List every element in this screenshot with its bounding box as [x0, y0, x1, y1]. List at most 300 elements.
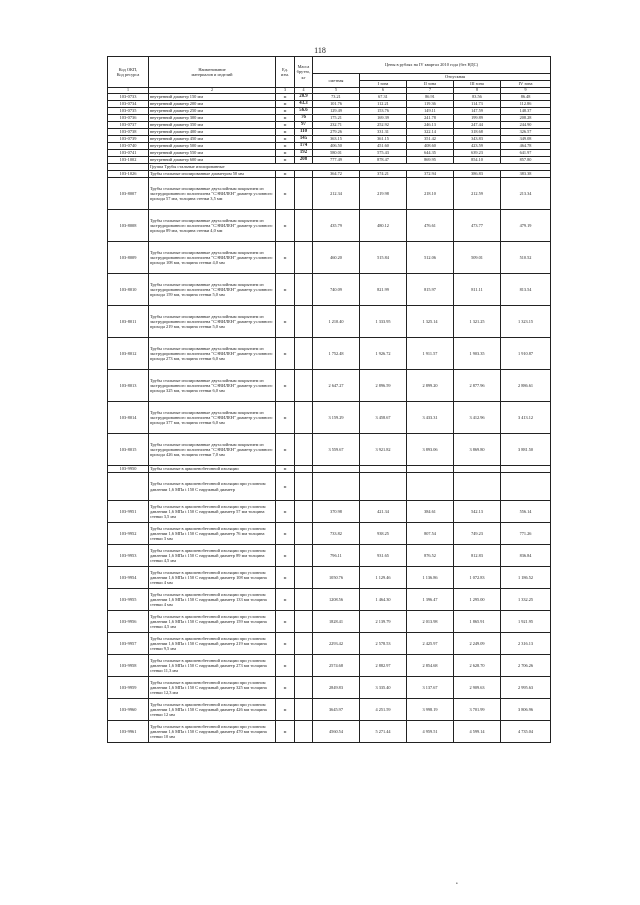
mass-cell: 43.3 — [295, 101, 313, 108]
zone-price-4: 479.19 — [501, 210, 551, 242]
material-name: Трубы стальные в армопенобетонной изоляции при условном давлении 1,6 МПа t 150 С наружный диаметр 273 мм толщина стенки 11,3 мм — [149, 655, 276, 677]
material-name: Трубы стальные изолированные двухслойным покрытием из экструдированного полиэтилена "СЭВИЛЕН" диаметр условного прохода 377 мм, толщина стенки 6,0 мм — [149, 402, 276, 434]
table-body — [108, 57, 551, 743]
empty-cell — [360, 466, 407, 473]
material-name: Трубы стальные изолированные двухслойным покрытием из экструдированного полиэтилена "СЭВИЛЕН" диаметр условного прохода 89 мм, толщина стенки 4,0 мм — [149, 210, 276, 242]
unit-cell: м — [276, 242, 295, 274]
table-row — [108, 545, 551, 567]
estimate-price: 1 210.40 — [313, 306, 360, 338]
zone-price-4: 1 323.15 — [501, 306, 551, 338]
material-name: Трубы стальные изолированные двухслойным покрытием из экструдированного полиэтилена "СЭВИЛЕН" диаметр условного прохода 159 мм, толщина стенки 5,0 мм — [149, 274, 276, 306]
material-name: Трубы стальные изолированные двухслойным покрытием из экструдированного полиэтилена "СЭВИЛЕН" диаметр условного прохода 219 мм, толщина стенки 5,0 мм — [149, 306, 276, 338]
zone-price-4: 510.52 — [501, 242, 551, 274]
mass-cell: 56.6 — [295, 108, 313, 115]
empty-cell — [501, 466, 551, 473]
unit-cell: м — [276, 567, 295, 589]
material-name: Трубы стальные в армопенобетонной изоляции при условном давлении 1,6 МПа t 150 С наружный диаметр 133 мм толщина стенки 4 мм — [149, 589, 276, 611]
estimate-price: 435.79 — [313, 210, 360, 242]
zone-price-1: 931.65 — [360, 545, 407, 567]
header-zone-1: I зона — [360, 81, 407, 88]
zone-price-4: 813.54 — [501, 274, 551, 306]
material-name: внутренний диаметр 600 мм — [149, 157, 276, 164]
header-code-label: Код ОКП, — [118, 66, 138, 72]
header-zone-2: II зона — [407, 81, 454, 88]
unit-cell: м — [276, 171, 295, 178]
column-number: 9 — [501, 88, 551, 94]
table-row — [108, 136, 551, 143]
header-code — [108, 57, 149, 88]
header-mass-line2: брутто, — [296, 69, 311, 75]
header-zone-4: IV зона — [501, 81, 551, 88]
mass-cell: 110 — [295, 129, 313, 136]
header-zone-3: III зона — [454, 81, 501, 88]
table-row — [108, 274, 551, 306]
group-row — [108, 466, 551, 473]
table-row — [108, 633, 551, 655]
empty-cell — [313, 466, 360, 473]
zone-price-1: 2 139.79 — [360, 611, 407, 633]
zone-price-2: 807.54 — [407, 523, 454, 545]
material-name: Трубы стальные в армопенобетонной изоляции при условном давлении 1,6 МПа t 150 С наружный диаметр 108 мм толщина стенки 4 мм — [149, 567, 276, 589]
resource-code: 103-8011 — [108, 306, 149, 338]
zone-price-4: 4 735.04 — [501, 721, 551, 743]
resource-code: 103-9955 — [108, 589, 149, 611]
resource-code: 103-9951 — [108, 501, 149, 523]
unit-cell: м — [276, 721, 295, 743]
zone-price-1: 67.31 — [360, 94, 407, 101]
table-row — [108, 611, 551, 633]
zone-price-3: 147.59 — [454, 108, 501, 115]
zone-price-3: 423.59 — [454, 143, 501, 150]
zone-price-2: 869.95 — [407, 157, 454, 164]
mass-cell: 192 — [295, 150, 313, 157]
header-price-title: Цены в рублях на IV квартал 2010 года (без НДС) — [313, 57, 551, 74]
unit-cell: м — [276, 157, 295, 164]
material-name: внутренний диаметр 250 мм — [149, 108, 276, 115]
estimate-price: 406.50 — [313, 143, 360, 150]
zone-price-3: 639.23 — [454, 150, 501, 157]
zone-price-3: 749.23 — [454, 523, 501, 545]
zone-price-1: 2 896.59 — [360, 370, 407, 402]
zone-price-4: 3 806.96 — [501, 699, 551, 721]
material-name: Трубы стальные в армопенобетонной изоляции при условном давлении 1,6 МПа t 150 С наружный диаметр 325 мм толщина стенки 12,3 мм — [149, 677, 276, 699]
mass-cell: 20.9 — [295, 94, 313, 101]
material-name: Трубы стальные в армопенобетонной изоляции при условном давлении 1,6 МПа t 150 С наружный диаметр 426 мм толщина стенки 12 мм — [149, 699, 276, 721]
table-row — [108, 306, 551, 338]
material-name: внутренний диаметр 450 мм — [149, 136, 276, 143]
zone-price-1: 4 251.59 — [360, 699, 407, 721]
header-row-1 — [108, 57, 551, 74]
unit-cell: м — [276, 677, 295, 699]
zone-price-4: 2 706.26 — [501, 655, 551, 677]
zone-price-4: 641.97 — [501, 150, 551, 157]
resource-code: 103-0738 — [108, 129, 149, 136]
unit-cell: м — [276, 466, 295, 473]
resource-code: 103-0733 — [108, 94, 149, 101]
zone-price-3: 2 249.09 — [454, 633, 501, 655]
mass-cell — [295, 402, 313, 434]
zone-price-3: 1 865.91 — [454, 611, 501, 633]
zone-price-1: 3 335.40 — [360, 677, 407, 699]
zone-price-1: 1 926.72 — [360, 338, 407, 370]
resource-code: 103-1002 — [108, 157, 149, 164]
table-row — [108, 338, 551, 370]
resource-code: 103-8008 — [108, 210, 149, 242]
zone-price-3: 1 321.25 — [454, 306, 501, 338]
zone-price-1: 361.15 — [360, 136, 407, 143]
estimate-price: 232.71 — [313, 122, 360, 129]
unit-cell: м — [276, 473, 295, 501]
unit-cell: м — [276, 115, 295, 122]
zone-price-1: 421.34 — [360, 501, 407, 523]
zone-price-3: 2 909.63 — [454, 677, 501, 699]
zone-price-1: 2 578.53 — [360, 633, 407, 655]
unit-cell: м — [276, 306, 295, 338]
estimate-price: 3 159.29 — [313, 402, 360, 434]
zone-price-2: 149.11 — [407, 108, 454, 115]
header-name-line1: Наименование — [198, 66, 226, 72]
table-row — [108, 242, 551, 274]
material-name: Трубы стальные изолированные двухслойным покрытием из экструдированного полиэтилена "СЭВИЛЕН" диаметр условного прохода 325 мм, толщина стенки 6,0 мм — [149, 370, 276, 402]
resource-code: 103-8015 — [108, 434, 149, 466]
zone-price-1: 331.31 — [360, 129, 407, 136]
mass-cell — [295, 370, 313, 402]
table-row — [108, 567, 551, 589]
zone-price-3: 199.89 — [454, 115, 501, 122]
group-title: Трубы стальные в армопенобетонной изоляции — [149, 466, 276, 473]
resource-code: 103-9957 — [108, 633, 149, 655]
unit-cell: м — [276, 589, 295, 611]
estimate-price: 796.11 — [313, 545, 360, 567]
estimate-price: 3 559.67 — [313, 434, 360, 466]
table-row — [108, 434, 551, 466]
material-name: Трубы стальные в армопенобетонной изоляции при условном давлении 1,6 МПа t 150 С наружный диаметр 57 мм толщина стенки 3,5 мм — [149, 501, 276, 523]
estimate-price: 101.76 — [313, 101, 360, 108]
table-row — [108, 129, 551, 136]
zone-price-3: 509.01 — [454, 242, 501, 274]
unit-cell: м — [276, 523, 295, 545]
table-row — [108, 523, 551, 545]
resource-code: 103-9952 — [108, 523, 149, 545]
mass-cell — [295, 171, 313, 178]
material-name: Трубы стальные в армопенобетонной изоляции при условном давлении 1,6 МПа t 150 С наружный диаметр 219 мм толщина стенки 9,5 мм — [149, 633, 276, 655]
unit-cell: м — [276, 210, 295, 242]
table-row — [108, 122, 551, 129]
column-number: 3 — [276, 88, 295, 94]
material-name: внутренний диаметр 150 мм — [149, 94, 276, 101]
header-unit — [276, 57, 295, 88]
mass-cell — [295, 523, 313, 545]
resource-code: 103-9958 — [108, 655, 149, 677]
zone-price-2: 512.06 — [407, 242, 454, 274]
empty-cell — [407, 466, 454, 473]
zone-price-2: 2 899.20 — [407, 370, 454, 402]
zone-price-3: 2 877.96 — [454, 370, 501, 402]
resource-code: 103-8013 — [108, 370, 149, 402]
unit-cell: м — [276, 370, 295, 402]
material-name: внутренний диаметр 500 мм — [149, 143, 276, 150]
mass-cell — [295, 434, 313, 466]
zone-price-4: 836.84 — [501, 545, 551, 567]
table-row — [108, 473, 551, 501]
zone-price-3: 114.73 — [454, 101, 501, 108]
mass-cell: 145 — [295, 136, 313, 143]
mass-cell — [295, 210, 313, 242]
zone-price-3: 2 628.70 — [454, 655, 501, 677]
resource-code: 103-9960 — [108, 699, 149, 721]
material-name: Трубы стальные изолированные двухслойным покрытием из экструдированного полиэтилена "СЭВИЛЕН" диаметр условного прохода 57 мм, толщина стенки 3,5 мм — [149, 178, 276, 210]
zone-price-2: 4 959.51 — [407, 721, 454, 743]
table-row — [108, 210, 551, 242]
unit-cell: м — [276, 129, 295, 136]
table-row — [108, 402, 551, 434]
table-row — [108, 157, 551, 164]
unit-cell: м — [276, 434, 295, 466]
zone-price-2: 1 136.86 — [407, 567, 454, 589]
column-number: 6 — [360, 88, 407, 94]
zone-price-4: 326.57 — [501, 129, 551, 136]
zone-price-4: 208.28 — [501, 115, 551, 122]
estimate-price: 175.21 — [313, 115, 360, 122]
resource-code: 103-9961 — [108, 721, 149, 743]
mass-cell: 97 — [295, 122, 313, 129]
table-row — [108, 94, 551, 101]
zone-price-3: 473.77 — [454, 210, 501, 242]
estimate-price: 3645.97 — [313, 699, 360, 721]
material-name: внутренний диаметр 350 мм — [149, 122, 276, 129]
mass-cell — [295, 242, 313, 274]
zone-price-4: 148.37 — [501, 108, 551, 115]
empty-cell — [360, 473, 407, 501]
material-name: внутренний диаметр 200 мм — [149, 101, 276, 108]
estimate-price: 364.72 — [313, 171, 360, 178]
resource-code: 103-9954 — [108, 567, 149, 589]
mass-cell — [295, 677, 313, 699]
resource-code: 103-8007 — [108, 178, 149, 210]
mass-cell — [295, 655, 313, 677]
mass-cell — [295, 545, 313, 567]
zone-price-3: 3 412.96 — [454, 402, 501, 434]
mass-cell — [295, 306, 313, 338]
resource-code: 103-9956 — [108, 611, 149, 633]
unit-cell: м — [276, 150, 295, 157]
estimate-price: 740.09 — [313, 274, 360, 306]
resource-code — [108, 473, 149, 501]
mass-cell — [295, 611, 313, 633]
column-number: 7 — [407, 88, 454, 94]
zone-price-3: 212.59 — [454, 178, 501, 210]
zone-price-2: 119.36 — [407, 101, 454, 108]
zone-price-1: 515.84 — [360, 242, 407, 274]
resource-code: 103-0741 — [108, 150, 149, 157]
unit-cell: м — [276, 274, 295, 306]
zone-price-3: 1 295.00 — [454, 589, 501, 611]
zone-price-3: 542.13 — [454, 501, 501, 523]
mass-cell — [295, 633, 313, 655]
header-mass — [295, 57, 313, 88]
zone-price-2: 1 325.14 — [407, 306, 454, 338]
mass-cell — [295, 338, 313, 370]
header-unit-line1: Ед. — [281, 66, 288, 72]
header-release: Отпускная — [360, 74, 551, 81]
zone-price-2: 1 911.57 — [407, 338, 454, 370]
material-name: Трубы стальные в армопенобетонной изоляции при условном давлении 1,6 МПа t 150 С наружный диаметр 76 мм толщина стенки 3 мм — [149, 523, 276, 545]
zone-price-4: 771.26 — [501, 523, 551, 545]
column-number: 1 — [108, 88, 149, 94]
mass-cell — [295, 274, 313, 306]
estimate-price: 212.34 — [313, 178, 360, 210]
mass-cell — [295, 501, 313, 523]
resource-code: 103-8012 — [108, 338, 149, 370]
table-row — [108, 108, 551, 115]
estimate-price: 363.15 — [313, 136, 360, 143]
material-name: Трубы стальные изолированные двухслойным покрытием из экструдированного полиэтилена "СЭВИЛЕН" диаметр условного прохода 273 мм, толщина стенки 6,0 мм — [149, 338, 276, 370]
resource-code: 103-1026 — [108, 171, 149, 178]
estimate-price: 129.49 — [313, 108, 360, 115]
resource-code: 103-0735 — [108, 108, 149, 115]
zone-price-4: 1 910.87 — [501, 338, 551, 370]
empty-cell — [295, 473, 313, 501]
material-name: Трубы стальные в армопенобетонной изоляции при условном давлении 1,6 МПа t 150 С наружный диаметр — [149, 473, 276, 501]
zone-price-4: 2 316.13 — [501, 633, 551, 655]
zone-price-1: 5 271.44 — [360, 721, 407, 743]
estimate-price: 2574.68 — [313, 655, 360, 677]
zone-price-1: 878.47 — [360, 157, 407, 164]
zone-price-2: 384.61 — [407, 501, 454, 523]
page-number: 118 — [314, 46, 326, 55]
empty-cell — [407, 473, 454, 501]
material-name: внутренний диаметр 400 мм — [149, 129, 276, 136]
zone-price-1: 219.98 — [360, 178, 407, 210]
zone-price-4: 86.48 — [501, 94, 551, 101]
mass-cell — [295, 589, 313, 611]
estimate-price: 777.49 — [313, 157, 360, 164]
zone-price-3: 3 701.99 — [454, 699, 501, 721]
resource-code: 103-9953 — [108, 545, 149, 567]
zone-price-1: 3 458.67 — [360, 402, 407, 434]
mass-cell: 174 — [295, 143, 313, 150]
header-code-sub: Код ресурса — [116, 72, 140, 77]
material-name: Трубы стальные в армопенобетонной изоляции при условном давлении 1,6 МПа t 150 С наружный диаметр 159 мм толщина стенки 4,5 мм — [149, 611, 276, 633]
zone-price-3: 812.83 — [454, 545, 501, 567]
zone-price-3: 1 072.83 — [454, 567, 501, 589]
zone-price-2: 241.78 — [407, 115, 454, 122]
unit-cell: м — [276, 178, 295, 210]
zone-price-3: 386.83 — [454, 171, 501, 178]
table-row — [108, 677, 551, 699]
column-number: 8 — [454, 88, 501, 94]
zone-price-3: 247.44 — [454, 122, 501, 129]
header-name — [149, 57, 276, 88]
table-row — [108, 370, 551, 402]
zone-price-4: 244.90 — [501, 122, 551, 129]
table-row — [108, 150, 551, 157]
zone-price-2: 815.97 — [407, 274, 454, 306]
zone-price-2: 3 998.19 — [407, 699, 454, 721]
group-row — [108, 164, 551, 171]
column-number: 5 — [313, 88, 360, 94]
resource-code: 103-0734 — [108, 101, 149, 108]
zone-price-4: 2 995.63 — [501, 677, 551, 699]
empty-cell — [454, 473, 501, 501]
zone-price-1: 821.99 — [360, 274, 407, 306]
zone-price-2: 351.42 — [407, 136, 454, 143]
zone-price-4: 2 886.61 — [501, 370, 551, 402]
unit-cell: м — [276, 501, 295, 523]
zone-price-4: 3 413.12 — [501, 402, 551, 434]
zone-price-1: 575.43 — [360, 150, 407, 157]
mass-cell: 76 — [295, 115, 313, 122]
zone-price-4: 1 332.25 — [501, 589, 551, 611]
material-name: Трубы стальные изолированные диаметром 50 мм — [149, 171, 276, 178]
resource-code: 103-0740 — [108, 143, 149, 150]
zone-price-2: 322.14 — [407, 129, 454, 136]
header-mass-line1: Масса — [297, 64, 310, 70]
zone-price-4: 556.14 — [501, 501, 551, 523]
zone-price-4: 383.38 — [501, 171, 551, 178]
resource-code: 103-0736 — [108, 115, 149, 122]
unit-cell: м — [276, 94, 295, 101]
zone-price-3: 4 599.14 — [454, 721, 501, 743]
zone-price-1: 112.21 — [360, 101, 407, 108]
zone-price-1: 451.60 — [360, 143, 407, 150]
zone-price-1: 2 882.97 — [360, 655, 407, 677]
mass-cell — [295, 721, 313, 743]
mass-cell — [295, 699, 313, 721]
unit-cell: м — [276, 136, 295, 143]
zone-price-4: 857.80 — [501, 157, 551, 164]
mass-cell — [295, 178, 313, 210]
zone-price-3: 811.11 — [454, 274, 501, 306]
table-row — [108, 115, 551, 122]
zone-price-2: 2 854.68 — [407, 655, 454, 677]
column-number: 2 — [149, 88, 276, 94]
resource-code — [108, 164, 149, 171]
zone-price-2: 2 425.97 — [407, 633, 454, 655]
zone-price-1: 153.76 — [360, 108, 407, 115]
table-row — [108, 699, 551, 721]
zone-price-2: 876.52 — [407, 545, 454, 567]
unit-cell: м — [276, 108, 295, 115]
zone-price-2: 372.94 — [407, 171, 454, 178]
resource-code: 103-9959 — [108, 677, 149, 699]
zone-price-4: 3 881.50 — [501, 434, 551, 466]
header-estimate: сметная — [313, 74, 360, 88]
estimate-price: 733.82 — [313, 523, 360, 545]
unit-cell: м — [276, 338, 295, 370]
empty-cell — [501, 473, 551, 501]
material-name: внутренний диаметр 550 мм — [149, 150, 276, 157]
zone-price-2: 644.35 — [407, 150, 454, 157]
zone-price-4: 1 921.95 — [501, 611, 551, 633]
material-name: Трубы стальные изолированные двухслойным покрытием из экструдированного полиэтилена "СЭВИЛЕН" диаметр условного прохода 108 мм, толщина стенки 4,0 мм — [149, 242, 276, 274]
zone-price-2: 3 433.31 — [407, 402, 454, 434]
estimate-price: 1 752.48 — [313, 338, 360, 370]
table-row — [108, 655, 551, 677]
unit-cell: м — [276, 122, 295, 129]
unit-cell: м — [276, 655, 295, 677]
zone-price-1: 480.12 — [360, 210, 407, 242]
estimate-price: 279.26 — [313, 129, 360, 136]
estimate-price: 370.98 — [313, 501, 360, 523]
zone-price-2: 476.61 — [407, 210, 454, 242]
table-row — [108, 178, 551, 210]
zone-price-4: 349.08 — [501, 136, 551, 143]
estimate-price: 2293.42 — [313, 633, 360, 655]
zone-price-3: 343.83 — [454, 136, 501, 143]
resource-code: 103-8014 — [108, 402, 149, 434]
mass-cell: 208 — [295, 157, 313, 164]
